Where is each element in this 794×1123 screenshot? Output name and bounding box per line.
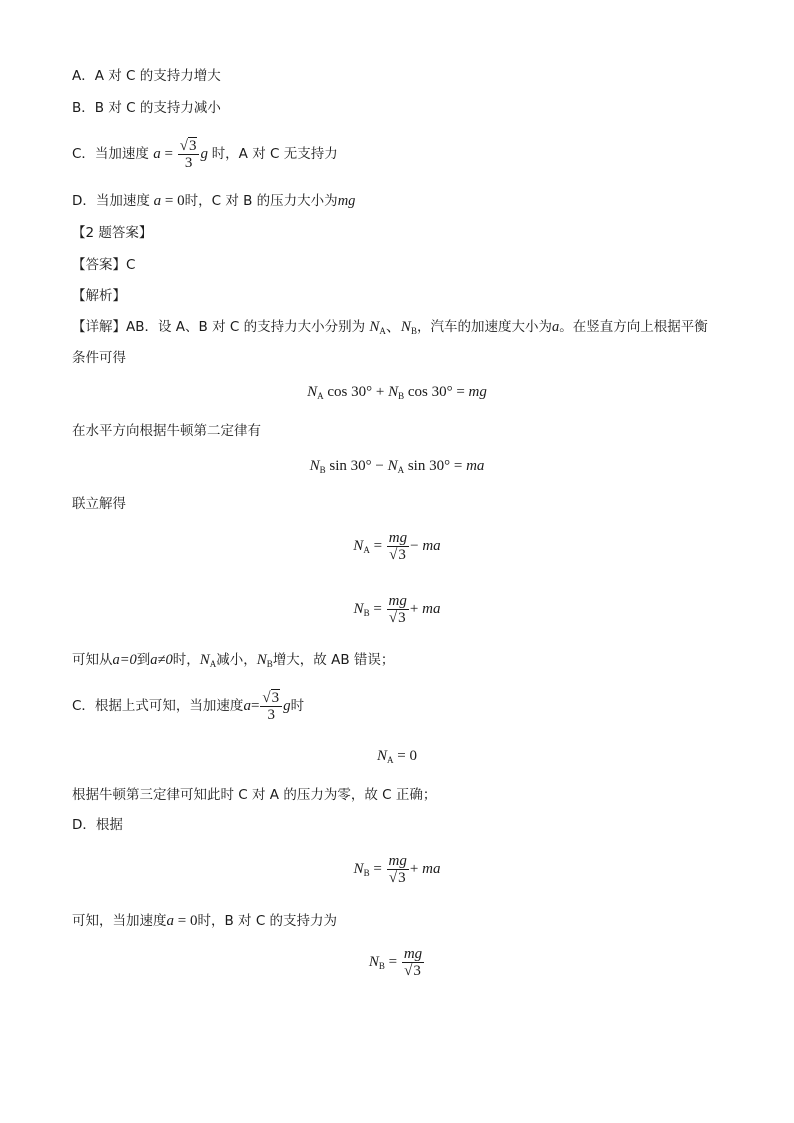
option-b: B．B 对 C 的支持力减小 xyxy=(72,100,221,116)
equation-vertical: $N_A$ $\cos 30^\circ + N_B$ cos 30° = mg xyxy=(307,384,487,401)
detail-line-2: 条件可得 xyxy=(72,350,126,366)
detail-line-1: 【详解】AB．设 A、B 对 C 的支持力大小分别为 $N_A$、$N_B$，汽车的加速度大小为a。在竖直方向上根据平衡 xyxy=(72,319,708,336)
detail-line-5: 可知从a=0到a≠0时，$N_A$减小，$N_B$增大，故 AB 错误； xyxy=(72,652,395,669)
equation-na-zero: $N_A = 0$ xyxy=(377,748,417,765)
analysis-label: 【解析】 xyxy=(72,288,126,304)
question-header: 【2 题答案】 xyxy=(72,225,153,241)
equation-horizontal: $N_B$ $\sin 30^\circ - N_A$ sin 30° = ma xyxy=(309,458,485,475)
equation-nb-final: $N_B$ = $\frac{mg}{√3}$ xyxy=(368,946,423,980)
detail-line-4: 联立解得 xyxy=(72,496,126,512)
option-a: A．A 对 C 的支持力增大 xyxy=(72,68,221,84)
option-d: D．当加速度 a = 0时，C 对 B 的压力大小为mg xyxy=(72,193,356,209)
detail-line-9: 可知，当加速度a = 0时，B 对 C 的支持力为 xyxy=(72,913,338,929)
answer-line: 【答案】C xyxy=(72,257,136,273)
equation-nb-repeat: $N_B$ = $\frac{mg}{√3}$ + ma xyxy=(353,853,441,887)
detail-line-8: D．根据 xyxy=(72,817,123,833)
detail-line-7: 根据牛顿第三定律可知此时 C 对 A 的压力为零，故 C 正确； xyxy=(72,787,437,803)
equation-nb: $N_B$ = $\frac{mg}{√3}$ + ma xyxy=(353,593,441,627)
detail-line-6: C．根据上式可知，当加速度a= $\frac{√3}{3}$ g时 xyxy=(72,690,305,724)
equation-na: $N_A$ = $\frac{mg}{√3}$ − ma xyxy=(353,530,441,564)
option-c: C．当加速度 a = $\frac{√3}{3}$ g 时，A 对 C 无支持力 xyxy=(72,138,338,172)
detail-line-3: 在水平方向根据牛顿第二定律有 xyxy=(72,423,261,439)
